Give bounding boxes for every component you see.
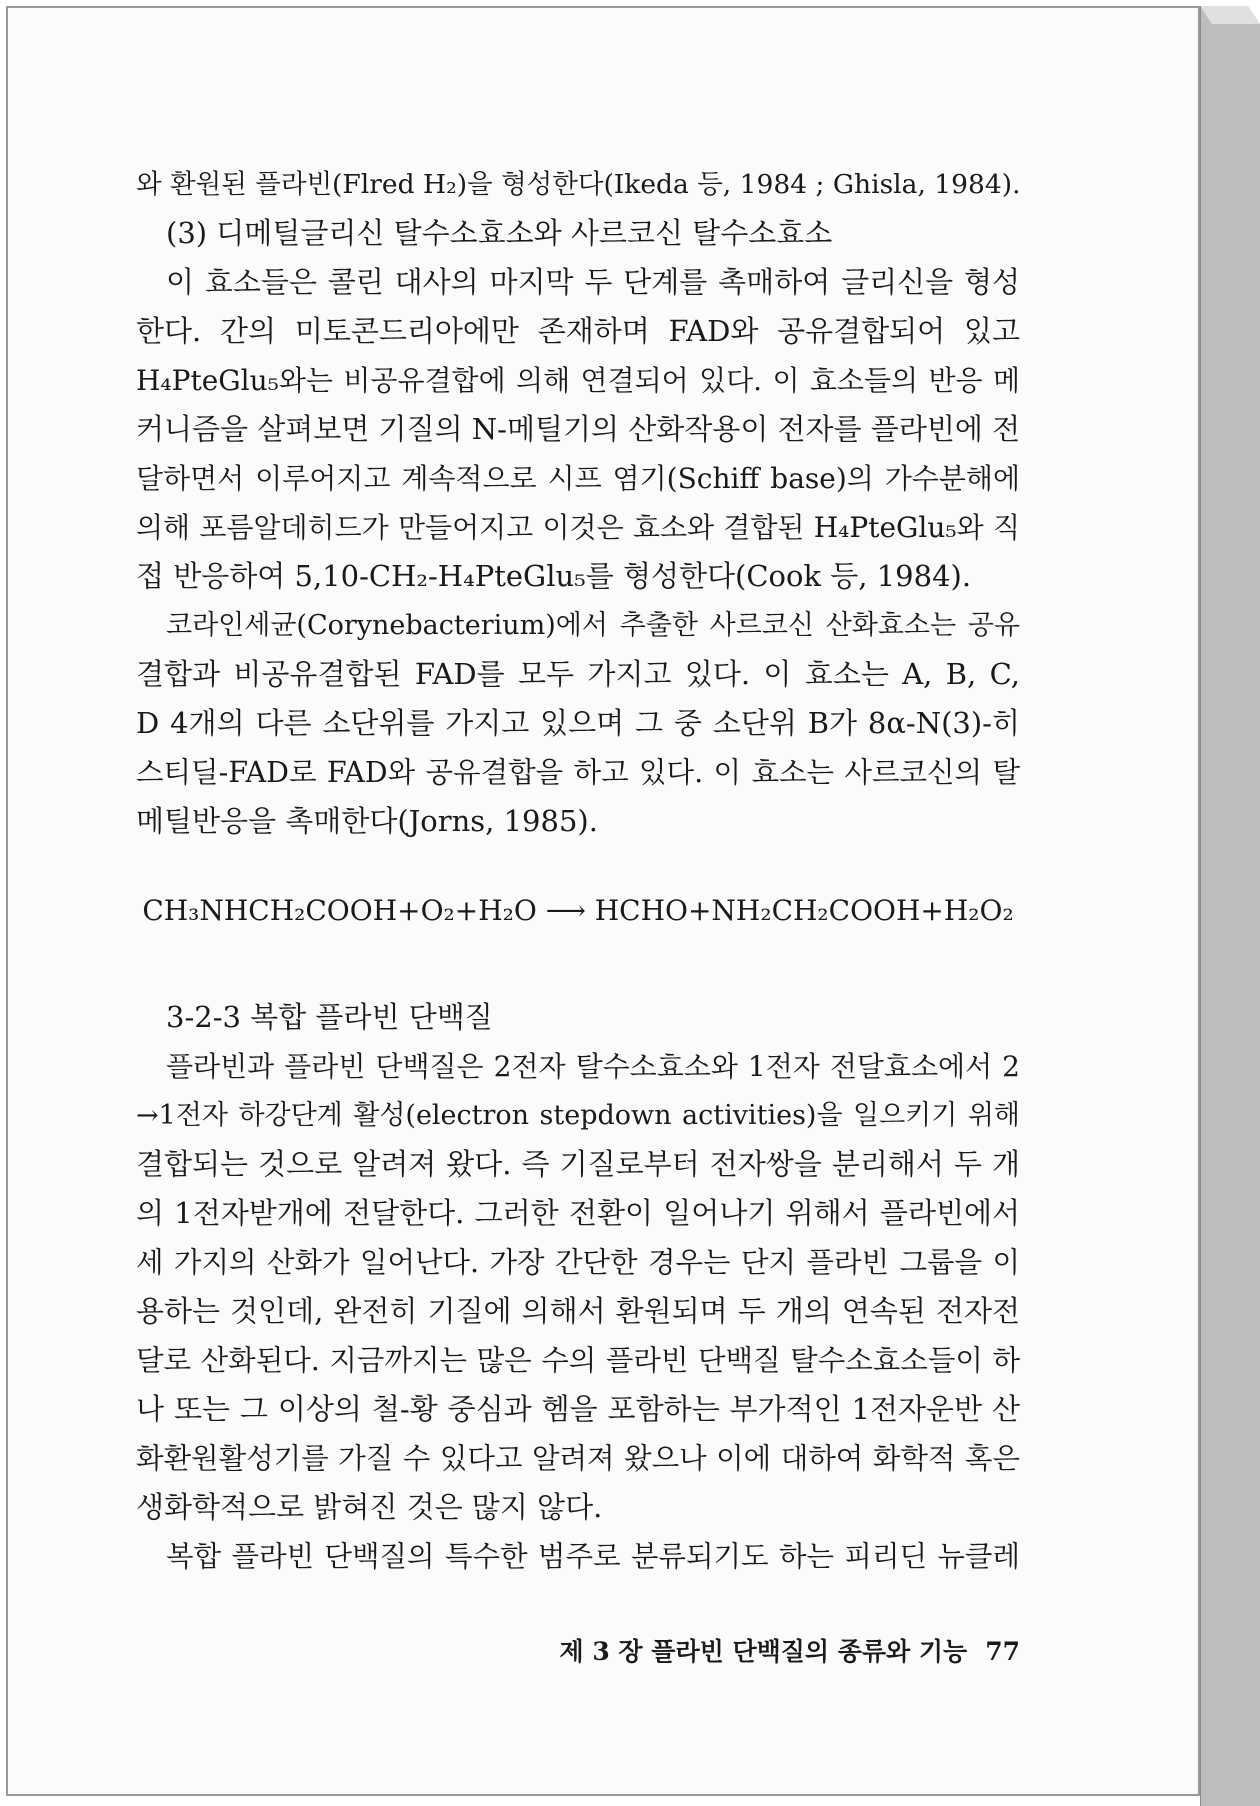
text-line: 메틸반응을 촉매한다(Jorns, 1985). [136,804,598,838]
text-line: 커니즘을 살펴보면 기질의 N-메틸기의 산화작용이 전자를 플라빈에 전 [136,412,1021,446]
text-line: 플라빈과 플라빈 단백질은 2전자 탈수소효소와 1전자 전달효소에서 2 [166,1050,1020,1083]
section-heading: 3-2-3 복합 플라빈 단백질 [166,1000,493,1034]
text-line: 접 반응하여 5,10-CH₂-H₄PteGlu₅를 형성한다(Cook 등, 1984). [136,559,972,593]
chemical-equation: CH₃NHCH₂COOH+O₂+H₂O ⟶ HCHO+NH₂CH₂COOH+H₂O₂ [142,894,1014,927]
text-line: 와 환원된 플라빈(Flred H₂)을 형성한다(Ikeda 등, 1984 ; Ghisla, 1984). [136,169,1021,200]
text-line: 의 1전자받개에 전달한다. 그러한 전환이 일어나기 위해서 플라빈에서 [136,1196,1020,1230]
text-line: H₄PteGlu₅와는 비공유결합에 의해 연결되어 있다. 이 효소들의 반응 메 [136,364,1020,397]
text-line: D 4개의 다른 소단위를 가지고 있으며 그 중 소단위 B가 8α-N(3)-히 [136,706,1020,740]
text-line: 복합 플라빈 단백질의 특수한 범주로 분류되기도 하는 피리딘 뉴클레 [166,1540,1020,1573]
text-line: 용하는 것인데, 완전히 기질에 의해서 환원되며 두 개의 연속된 전자전 [136,1294,1020,1328]
text-line: 화환원활성기를 가질 수 있다고 알려져 왔으나 이에 대하여 화학적 혹은 [136,1442,1020,1475]
text-line: 달하면서 이루어지고 계속적으로 시프 염기(Schiff base)의 가수분해에 [136,462,1020,495]
text-line: 의해 포름알데히드가 만들어지고 이것은 효소와 결합된 H₄PteGlu₅와 직 [136,511,1020,544]
text-line: 스티딜-FAD로 FAD와 공유결합을 하고 있다. 이 효소는 사르코신의 탈 [136,756,1020,789]
text-line: 결합되는 것으로 알려져 왔다. 즉 기질로부터 전자쌍을 분리해서 두 개 [136,1147,1020,1181]
text-line: 이 효소들은 콜린 대사의 마지막 두 단계를 촉매하여 글리신을 형성 [166,265,1020,299]
text-line: →1전자 하강단계 활성(electron stepdown activities)을 일으키기 위해 [136,1100,1020,1131]
page-edge-3d [1200,0,1260,1806]
chapter-title: 제 3 장 플라빈 단백질의 종류와 기능 [559,1637,968,1666]
text-line: 나 또는 그 이상의 철-황 중심과 헴을 포함하는 부가적인 1전자운반 산 [136,1392,1020,1426]
text-line: 결합과 비공유결합된 FAD를 모두 가지고 있다. 이 효소는 A, B, C, [136,657,1020,691]
page-body [136,160,1020,1581]
page-number: 77 [985,1637,1020,1666]
text-line: 한다. 간의 미토콘드리아에만 존재하며 FAD와 공유결합되어 있고 [136,314,1020,348]
text-line: 코라인세균(Corynebacterium)에서 추출한 사르코신 산화효소는 공유 [166,610,1020,641]
text-line: 달로 산화된다. 지금까지는 많은 수의 플라빈 단백질 탈수소효소들이 하 [136,1344,1020,1377]
text-line: 세 가지의 산화가 일어난다. 가장 간단한 경우는 단지 플라빈 그룹을 이 [136,1246,1020,1279]
text-line: 생화학적으로 밝혀진 것은 많지 않다. [136,1490,603,1524]
page-footer [540,1632,1020,1668]
subsection-heading: (3) 디메틸글리신 탈수소효소와 사르코신 탈수소효소 [166,216,833,250]
